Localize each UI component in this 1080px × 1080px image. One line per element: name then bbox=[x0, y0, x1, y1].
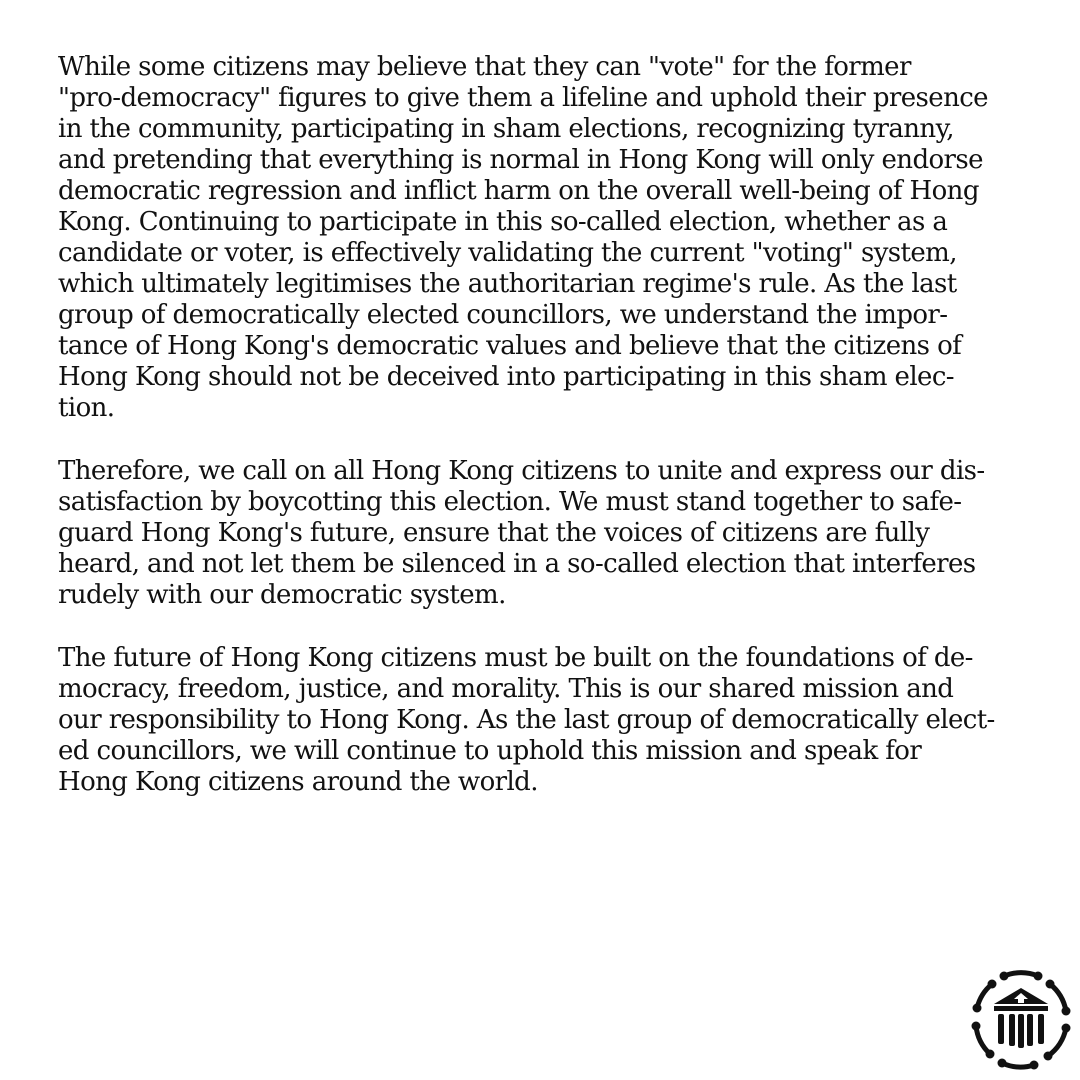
paragraph-2 bbox=[58, 456, 1018, 611]
paragraph-3 bbox=[58, 643, 1018, 798]
paragraph-2-line-2: satisfaction by boycotting this election. We must stand together to safe- bbox=[58, 487, 962, 517]
paragraph-3-line-5: Hong Kong citizens around the world. bbox=[58, 767, 538, 797]
paragraph-1-line-8: which ultimately legitimises the authoritarian regime's rule. As the last bbox=[58, 269, 957, 299]
paragraph-1-line-1: While some citizens may believe that they can "vote" for the former bbox=[58, 52, 911, 82]
paragraph-3-line-2: mocracy, freedom, justice, and morality. This is our shared mission and bbox=[58, 674, 954, 704]
paragraph-1-line-6: Kong. Continuing to participate in this so-called election, whether as a bbox=[58, 207, 948, 237]
paragraph-1 bbox=[58, 52, 1018, 424]
paragraph-1-line-2: "pro-democracy" figures to give them a lifeline and uphold their presence bbox=[58, 83, 988, 113]
paragraph-1-line-3: in the community, participating in sham elections, recognizing tyranny, bbox=[58, 114, 954, 144]
paragraph-2-line-1: Therefore, we call on all Hong Kong citizens to unite and express our dis- bbox=[58, 456, 985, 486]
paragraph-1-line-10: tance of Hong Kong's democratic values and believe that the citizens of bbox=[58, 331, 962, 361]
paragraph-2-line-5: rudely with our democratic system. bbox=[58, 580, 506, 610]
paragraph-1-line-9: group of democratically elected councillors, we understand the impor- bbox=[58, 300, 948, 330]
paragraph-3-line-3: our responsibility to Hong Kong. As the last group of democratically elect- bbox=[58, 705, 995, 735]
pillared-building-circle-logo-icon bbox=[968, 966, 1074, 1072]
paragraph-3-line-1: The future of Hong Kong citizens must be built on the foundations of de- bbox=[58, 643, 973, 673]
paragraph-2-line-4: heard, and not let them be silenced in a so-called election that interferes bbox=[58, 549, 976, 579]
paragraph-1-line-11: Hong Kong should not be deceived into participating in this sham elec- bbox=[58, 362, 954, 392]
paragraph-1-line-7: candidate or voter, is effectively validating the current "voting" system, bbox=[58, 238, 957, 268]
paragraph-1-line-12: tion. bbox=[58, 393, 115, 423]
paragraph-3-line-4: ed councillors, we will continue to uphold this mission and speak for bbox=[58, 736, 922, 766]
paragraph-1-line-5: democratic regression and inflict harm on the overall well-being of Hong bbox=[58, 176, 979, 206]
paragraph-2-line-3: guard Hong Kong's future, ensure that the voices of citizens are fully bbox=[58, 518, 930, 548]
paragraph-1-line-4: and pretending that everything is normal in Hong Kong will only endorse bbox=[58, 145, 983, 175]
statement-text bbox=[58, 52, 1018, 830]
